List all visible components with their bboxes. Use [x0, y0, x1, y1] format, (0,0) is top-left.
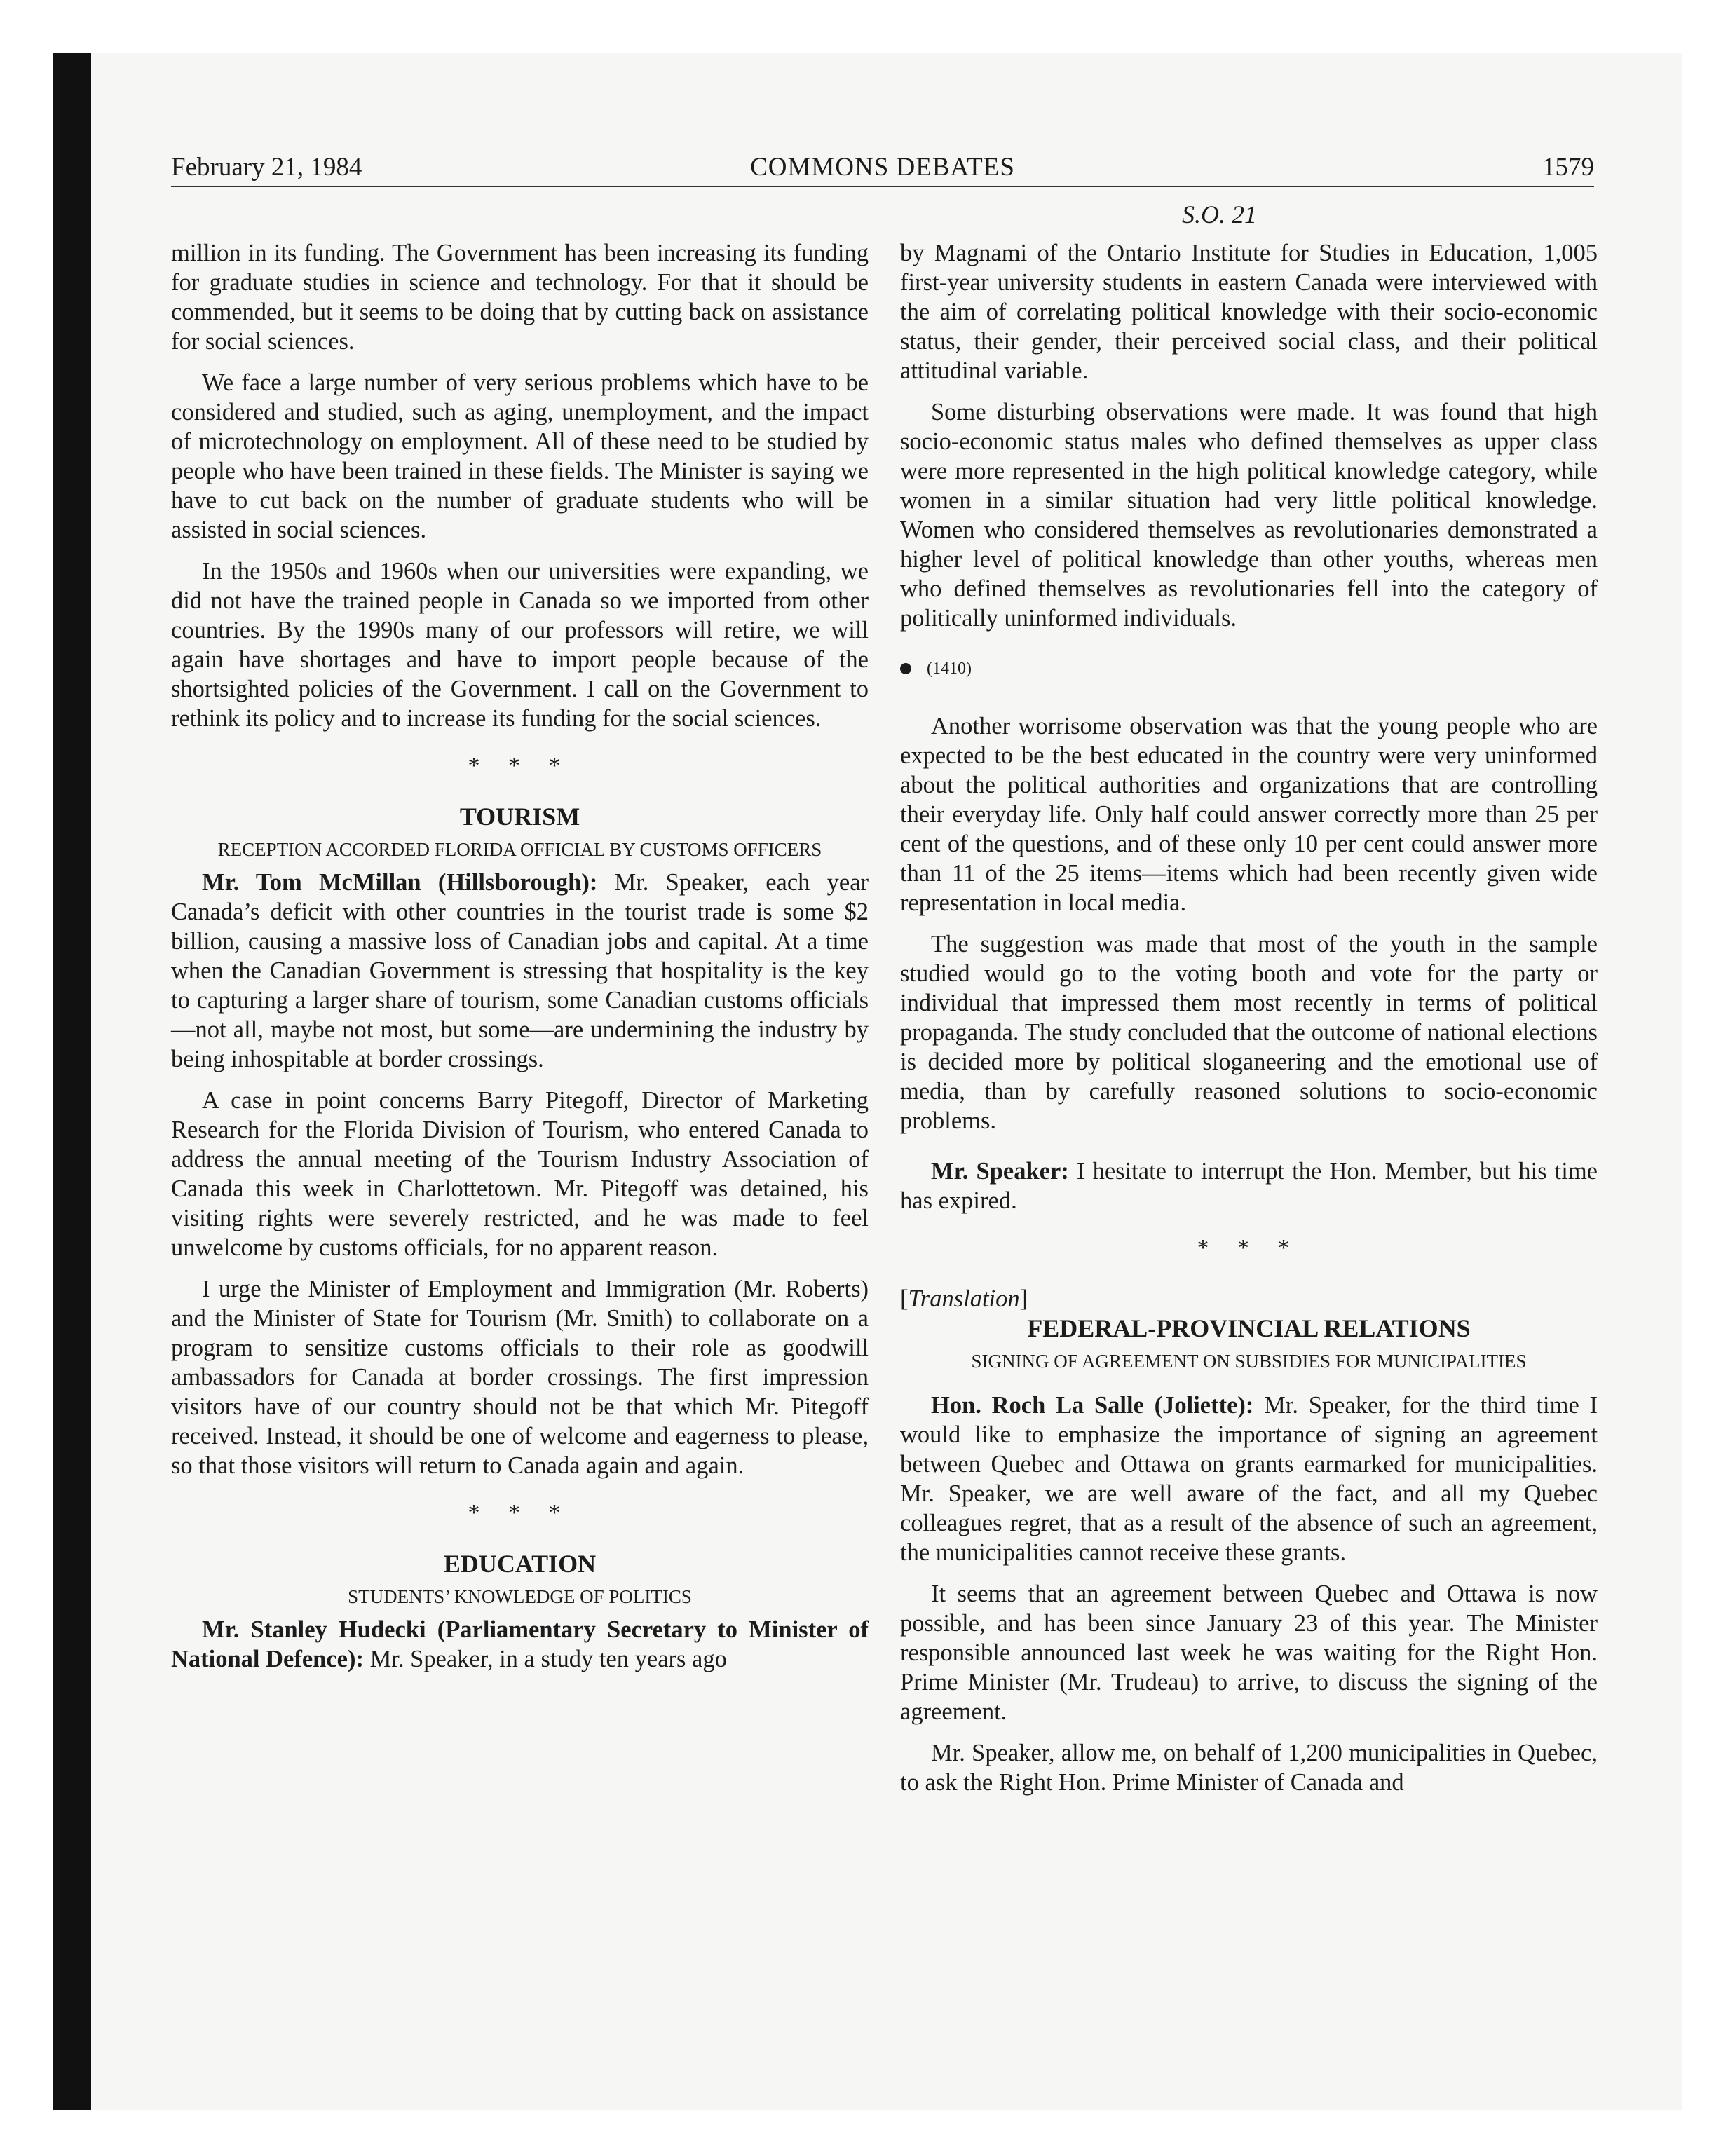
speech-paragraph [171, 1615, 869, 1674]
speech-text: Mr. Speaker, in a study ten years ago [363, 1646, 727, 1672]
paragraph: million in its funding. The Government has been increasing its funding for graduate studies in science and technology. For that it should be commended, but it seems to be doing that by cutting back on assistance for social sciences. [171, 240, 869, 355]
translation-note [900, 1284, 1598, 1314]
left-column [171, 238, 869, 1674]
section-subheading-education: STUDENTS’ KNOWLEDGE OF POLITICS [348, 1586, 692, 1607]
time-marker-label: (1410) [927, 660, 972, 678]
section-separator: * * * [468, 1500, 572, 1526]
section-separator: * * * [468, 753, 572, 779]
bracket-close: ] [1019, 1285, 1028, 1312]
header-title: COMMONS DEBATES [750, 153, 1015, 182]
bracket-open: [ [900, 1285, 909, 1312]
paragraph: It seems that an agreement between Quebec and Ottawa is now possible, and has been since January 23 of this year. The Minister responsible announced last week he was waiting for the Right Hon. Prime Minister (Mr. Trudeau) to arrive, to discuss the signing of the agreement. [900, 1581, 1598, 1725]
section-heading-federal-provincial: FEDERAL-PROVINCIAL RELATIONS [1027, 1314, 1471, 1342]
paragraph: A case in point concerns Barry Pitegoff, Director of Marketing Research for the Florida Division of Tourism, who entered Canada to address the annual meeting of the Tourism Industry Association of Canada this week in Charlottetown. Mr. Pitegoff was detained, his visiting rights were severely restricted, and he was made to feel unwelcome by customs officials, for no apparent reason. [171, 1087, 869, 1261]
paragraph: The suggestion was made that most of the youth in the sample studied would go to the voting booth and vote for the party or individual that impressed them most recently in terms of political propaganda. The study concluded that the outcome of national elections is decided more by political sloganeering and the emotional use of media, than by carefully reasoned solutions to socio-economic problems. [900, 931, 1598, 1134]
translation-word: Translation [908, 1285, 1020, 1312]
paragraph: I urge the Minister of Employment and Immigration (Mr. Roberts) and the Minister of State for Tourism (Mr. Smith) to collaborate on a program to sensitize customs officials to their role as goodwill ambassadors for Canada at border crossings. The first impression visitors have of our country should not be that which Mr. Pitegoff received. Instead, it should be one of welcome and eagerness to please, so that those visitors will return to Canada again and again. [171, 1276, 869, 1479]
paragraph: Another worrisome observation was that the young people who are expected to be the best educated in the country were very uninformed about the political authorities and organizations that are controlling their everyday life. Only half could answer correctly more than 25 per cent of the questions, and of these only 10 per cent could answer more than 11 of the 25 items—items which had been recently given wide representation in local media. [900, 713, 1598, 916]
header-date: February 21, 1984 [171, 153, 362, 182]
paragraph: We face a large number of very serious problems which have to be considered and studied, such as aging, unemployment, and the impact of microtechnology on employment. All of these need to be studied by people who have been trained in these fields. The Minister is saying we have to cut back on the number of graduate students who will be assisted in social sciences. [171, 369, 869, 543]
speaker-name: Mr. Tom McMillan (Hillsborough): [202, 869, 598, 896]
paragraph: by Magnami of the Ontario Institute for Studies in Education, 1,005 first-year university students in eastern Canada were interviewed with the aim of correlating political knowledge with their socio-economic status, their gender, their perceived social class, and their political attitudinal variable. [900, 240, 1598, 384]
speech-text: I hesitate to interrupt the Hon. Member, but his time has expired. [900, 1158, 1598, 1214]
speech-paragraph [900, 1157, 1598, 1215]
speaker-name: Hon. Roch La Salle (Joliette): [931, 1392, 1254, 1419]
page-header [171, 144, 1594, 187]
speech-paragraph [900, 1391, 1598, 1567]
speech-text: Mr. Speaker, for the third time I would like to emphasize the importance of signing an agreement between Quebec and Ottawa on grants earmarked for municipalities. Mr. Speaker, we are well aware of the fact, and all my Quebec colleagues regret, that as a result of the absence of such an agreement, the municipalities cannot receive these grants. [900, 1392, 1598, 1566]
speech-paragraph [171, 868, 869, 1074]
section-subheading-tourism: RECEPTION ACCORDED FLORIDA OFFICIAL BY CUSTOMS OFFICERS [217, 839, 822, 860]
paragraph: Some disturbing observations were made. It was found that high socio-economic status males who defined themselves as upper class were more represented in the high political knowledge category, while women in a similar situation had very little political knowledge. Women who considered themselves as revolutionaries demonstrated a higher level of political knowledge than other youths, whereas men who defined themselves as revolutionaries fell into the category of politically uninformed individuals. [900, 399, 1598, 632]
paragraph: In the 1950s and 1960s when our universities were expanding, we did not have the trained people in Canada so we imported from other countries. By the 1990s many of our professors will retire, we will again have shortages and have to import people because of the shortsighted policies of the Government. I call on the Government to rethink its policy and to increase its funding for the social sciences. [171, 558, 869, 732]
section-heading-tourism: TOURISM [459, 803, 580, 831]
right-column [900, 238, 1598, 1797]
section-separator: * * * [1197, 1235, 1301, 1261]
section-subheading-federal-provincial: SIGNING OF AGREEMENT ON SUBSIDIES FOR MUNICIPALITIES [971, 1351, 1527, 1372]
section-heading-education: EDUCATION [443, 1550, 597, 1578]
paragraph: Mr. Speaker, allow me, on behalf of 1,200 municipalities in Quebec, to ask the Right Hon. Prime Minister of Canada and [900, 1740, 1598, 1796]
speech-text: Mr. Speaker, each year Canada’s deficit with other countries in the tourist trade is some $2 billion, causing a massive loss of Canadian jobs and capital. At a time when the Canadian Government is stressing that hospitality is the key to capturing a larger share of tourism, some Canadian customs officials—not all, maybe not most, but some—are undermining the industry by being inhospitable at border crossings. [171, 869, 869, 1072]
header-page-number: 1579 [1542, 153, 1594, 182]
standing-order-marker: S.O. 21 [1182, 200, 1257, 228]
speaker-name: Mr. Speaker: [931, 1158, 1069, 1185]
speaker-name: Mr. Stanley Hudecki (Parliamentary Secretary to Minister of National Defence): [171, 1616, 869, 1672]
time-marker [900, 654, 1598, 683]
scan-edge-bar [53, 53, 91, 2110]
bullet-dot-icon [900, 663, 911, 674]
